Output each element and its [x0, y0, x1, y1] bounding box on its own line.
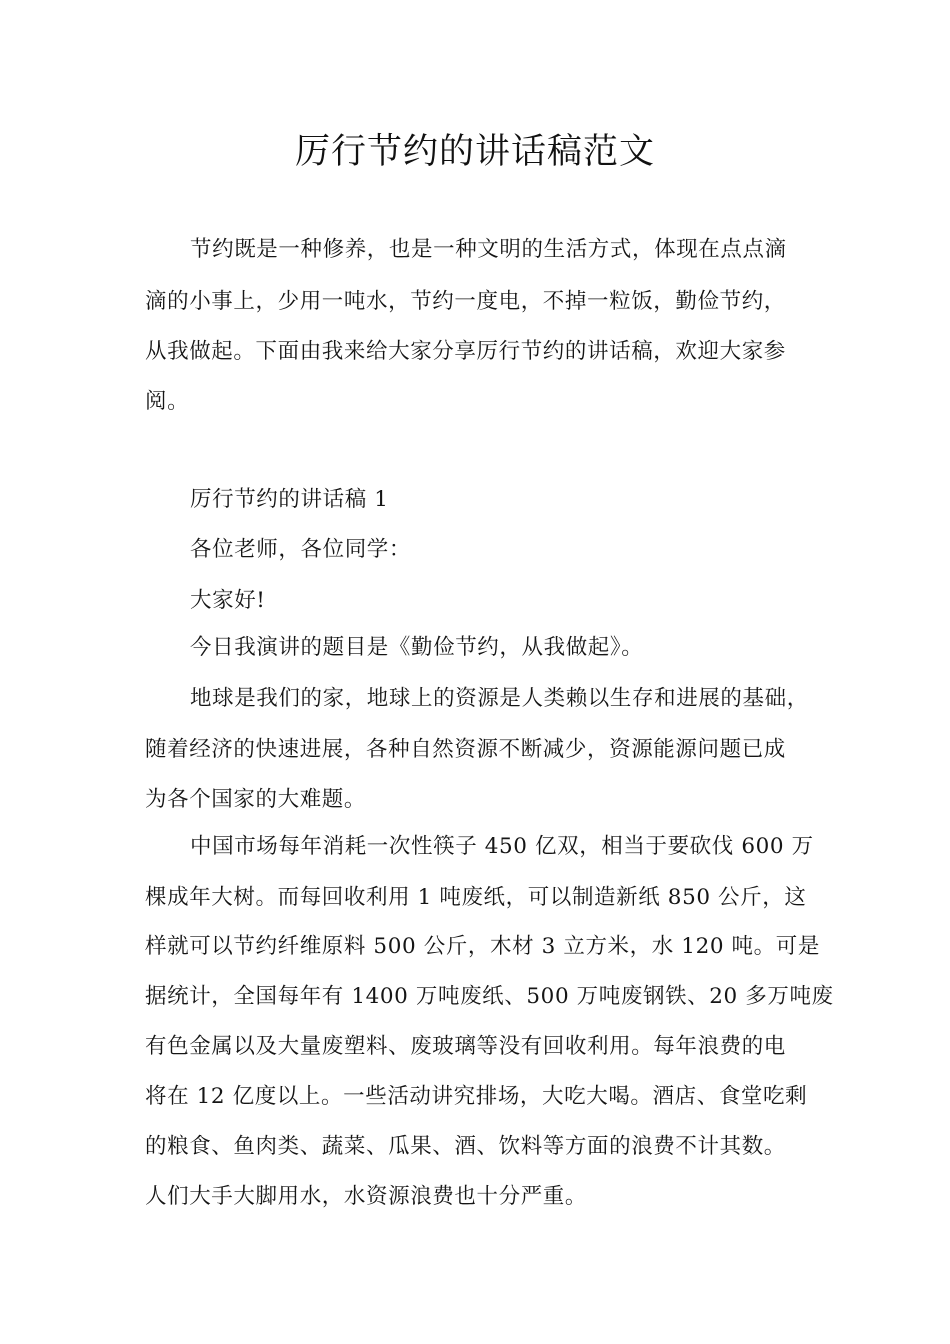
waste-paragraph-line: 中国市场每年消耗一次性筷子 450 亿双，相当于要砍伐 600 万: [190, 834, 814, 859]
section-heading: 厉行节约的讲话稿 1: [190, 487, 389, 512]
intro-line: 滴的小事上，少用一吨水，节约一度电，不掉一粒饭，勤俭节约，: [145, 289, 786, 314]
waste-paragraph-line: 人们大手大脚用水，水资源浪费也十分严重。: [145, 1184, 588, 1209]
earth-paragraph-line: 地球是我们的家，地球上的资源是人类赖以生存和进展的基础，: [190, 686, 809, 711]
earth-paragraph-line: 随着经济的快速进展，各种自然资源不断减少，资源能源问题已成: [145, 737, 786, 762]
salutation: 各位老师，各位同学：: [190, 537, 412, 562]
document-title: 厉行节约的讲话稿范文: [294, 132, 655, 172]
greeting: 大家好!: [190, 588, 266, 613]
intro-line: 从我做起。下面由我来给大家分享厉行节约的讲话稿，欢迎大家参: [145, 339, 786, 364]
intro-line: 节约既是一种修养，也是一种文明的生活方式，体现在点点滴: [190, 237, 787, 262]
waste-paragraph-line: 据统计，全国每年有 1400 万吨废纸、500 万吨废钢铁、20 多万吨废: [145, 984, 834, 1009]
topic-line: 今日我演讲的题目是《勤俭节约，从我做起》。: [190, 635, 644, 660]
waste-paragraph-line: 样就可以节约纤维原料 500 公斤，木材 3 立方米，水 120 吨。可是: [145, 934, 820, 959]
waste-paragraph-line: 棵成年大树。而每回收利用 1 吨废纸，可以制造新纸 850 公斤，这: [145, 885, 807, 910]
intro-line: 阅。: [145, 389, 190, 414]
waste-paragraph-line: 有色金属以及大量废塑料、废玻璃等没有回收利用。每年浪费的电: [145, 1034, 786, 1059]
earth-paragraph-line: 为各个国家的大难题。: [145, 787, 367, 812]
waste-paragraph-line: 的粮食、鱼肉类、蔬菜、瓜果、酒、饮料等方面的浪费不计其数。: [145, 1134, 786, 1159]
waste-paragraph-line: 将在 12 亿度以上。一些活动讲究排场，大吃大喝。酒店、食堂吃剩: [145, 1084, 808, 1109]
